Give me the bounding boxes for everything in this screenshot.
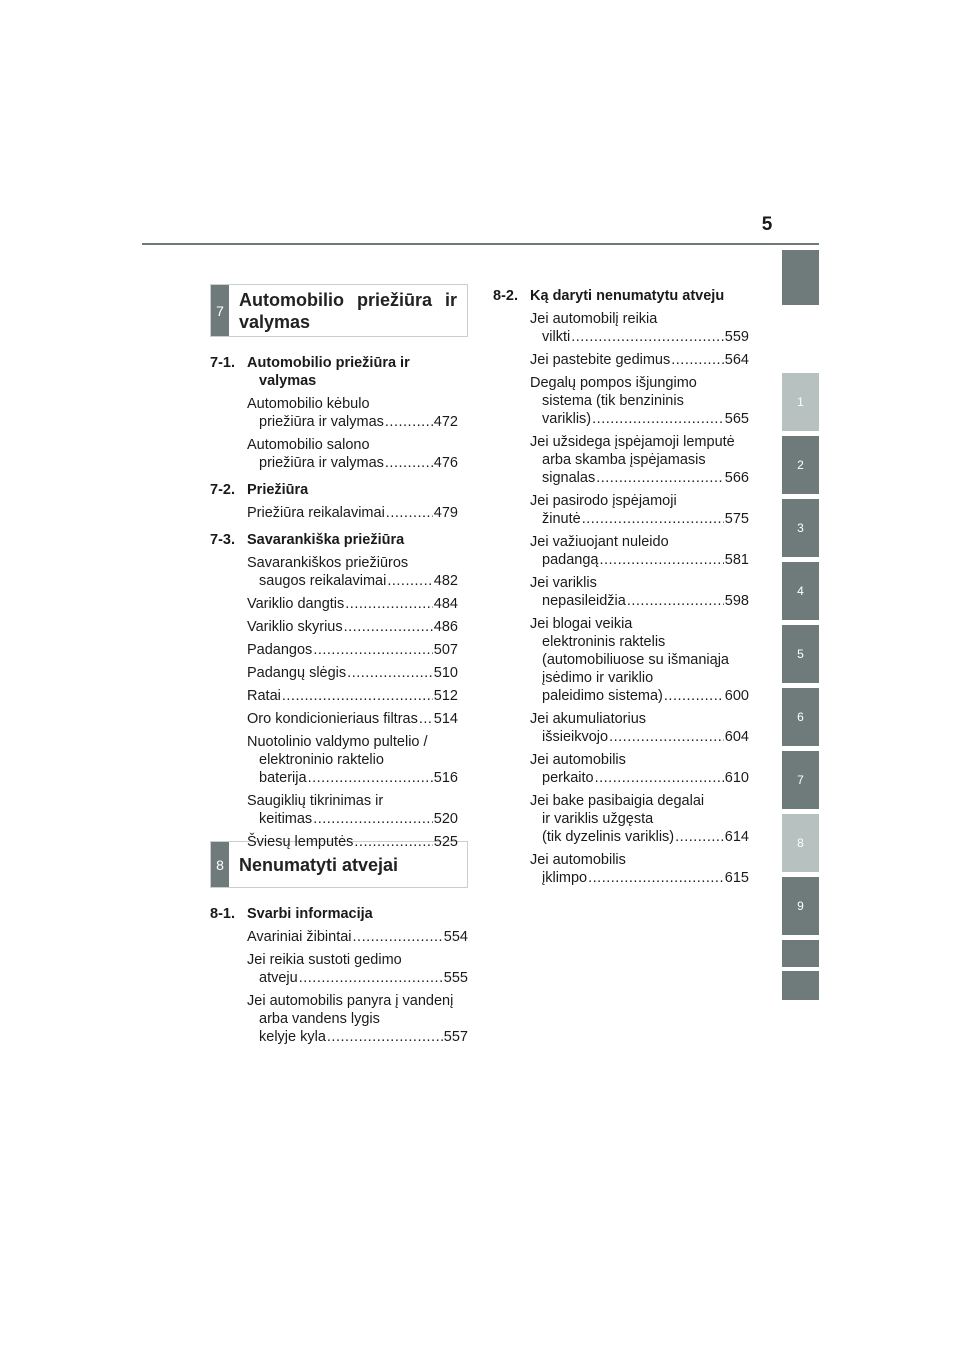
toc-entry-last-line	[247, 710, 458, 728]
toc-page-number[interactable]: 575	[724, 511, 749, 527]
toc-entry-text: nepasileidžia	[542, 593, 626, 609]
toc-entry[interactable]	[247, 395, 458, 431]
leader-dots	[664, 687, 724, 705]
toc-entry[interactable]	[530, 710, 749, 746]
toc-entry-last-line	[247, 833, 458, 851]
toc-group	[210, 481, 458, 522]
toc-entry-text: kelyje kyla	[259, 1029, 326, 1045]
toc-entry-line: Jei pasirodo įspėjamoji	[530, 493, 677, 509]
toc-entry[interactable]	[247, 436, 458, 472]
toc-entry[interactable]	[247, 833, 458, 851]
toc-entry[interactable]	[530, 351, 749, 369]
toc-entry[interactable]	[247, 595, 458, 613]
toc-group	[210, 354, 458, 472]
toc-entry-line: Jei užsidega įspėjamoji lemputė	[530, 434, 735, 450]
toc-entry-line: Automobilio salono	[247, 437, 370, 453]
toc-entry-text: signalas	[542, 470, 596, 486]
leader-dots	[385, 413, 433, 431]
toc-group-number: 8-1.	[210, 906, 235, 922]
toc-entry-line: sistema (tik benzininis	[542, 393, 684, 409]
toc-page-number[interactable]: 565	[724, 411, 749, 427]
toc-entry[interactable]	[530, 615, 749, 705]
toc-page-number[interactable]: 512	[433, 688, 458, 704]
leader-dots	[609, 728, 724, 746]
toc-entry[interactable]	[247, 792, 458, 828]
toc-page-number[interactable]: 516	[433, 770, 458, 786]
toc-entry-line: įsėdimo ir variklio	[542, 670, 654, 686]
toc-group-heading	[247, 481, 458, 499]
leader-dots	[347, 664, 433, 682]
toc-entry[interactable]	[247, 664, 458, 682]
leader-dots	[592, 410, 724, 428]
toc-group	[493, 287, 749, 887]
toc-entry-text: Padangos	[247, 642, 313, 658]
toc-page-number[interactable]: 598	[724, 593, 749, 609]
toc-entry-line: Jei važiuojant nuleido	[530, 534, 669, 550]
toc-entry[interactable]	[247, 618, 458, 636]
toc-page-number[interactable]: 557	[443, 1029, 468, 1045]
toc-entry-text: Oro kondicionieriaus filtras	[247, 711, 418, 727]
toc-entry-last-line	[530, 592, 749, 610]
toc-entry[interactable]	[247, 951, 468, 987]
toc-entry-text: Variklio dangtis	[247, 596, 345, 612]
toc-entry-line: Jei blogai veikia	[530, 616, 633, 632]
toc-group-heading-line: Priežiūra	[247, 482, 309, 498]
toc-entry[interactable]	[530, 851, 749, 887]
toc-group-heading	[247, 531, 458, 549]
toc-column-left	[210, 354, 458, 860]
toc-group-heading-line: Savarankiška priežiūra	[247, 532, 405, 548]
toc-column-right	[493, 287, 749, 896]
toc-page-number[interactable]: 604	[724, 729, 749, 745]
toc-entry-line: Jei akumuliatorius	[530, 711, 647, 727]
toc-entry-last-line	[530, 510, 749, 528]
toc-entry-last-line	[247, 664, 458, 682]
toc-entry-text: perkaito	[542, 770, 594, 786]
toc-entry-last-line	[247, 687, 458, 705]
leader-dots	[313, 641, 432, 659]
toc-entry-line: (automobiliuose su išmaniąja	[542, 652, 729, 668]
chapter-tab-2[interactable]: 2	[782, 436, 819, 494]
toc-page-number[interactable]: 486	[433, 619, 458, 635]
toc-entry-text: vilkti	[542, 329, 571, 345]
toc-entry-text: atveju	[259, 970, 298, 986]
chapter-tab-7[interactable]: 7	[782, 751, 819, 809]
toc-entry[interactable]	[247, 504, 458, 522]
toc-group-heading	[530, 287, 749, 305]
toc-entry-text: (tik dyzelinis variklis)	[542, 829, 675, 845]
leader-dots	[299, 969, 443, 987]
toc-entry-last-line	[530, 828, 749, 846]
toc-entry-last-line	[530, 687, 749, 705]
chapter-tab-extra-1[interactable]	[782, 940, 819, 967]
toc-entry-line: Jei bake pasibaigia degalai	[530, 793, 705, 809]
toc-group-number: 7-1.	[210, 355, 235, 371]
toc-entry-line: Jei reikia sustoti gedimo	[247, 952, 402, 968]
toc-page-number[interactable]: 566	[724, 470, 749, 486]
chapter-tab-6[interactable]: 6	[782, 688, 819, 746]
toc-entry-text: variklis)	[542, 411, 592, 427]
toc-entry-line: Jei variklis	[530, 575, 597, 591]
toc-entry-line: Nuotolinio valdymo pultelio /	[247, 734, 428, 750]
toc-entry-last-line	[247, 572, 458, 590]
leader-dots	[627, 592, 724, 610]
chapter-tab-5[interactable]: 5	[782, 625, 819, 683]
toc-entry-last-line	[247, 454, 458, 472]
leader-dots	[327, 1028, 443, 1046]
leader-dots	[588, 869, 724, 887]
toc-entry-line: Degalų pompos išjungimo	[530, 375, 697, 391]
toc-group-heading	[247, 905, 468, 923]
chapter-tab-1[interactable]: 1	[782, 373, 819, 431]
toc-entry-text: Šviesų lemputės	[247, 834, 354, 850]
toc-entry-line: elektroninis raktelis	[542, 634, 666, 650]
toc-group-heading-line: valymas	[259, 373, 317, 389]
section-header-7	[210, 284, 468, 337]
toc-entry-last-line	[247, 1028, 468, 1046]
toc-entry[interactable]	[247, 687, 458, 705]
section-number: 7	[211, 285, 229, 336]
toc-group-heading-line: Ką daryti nenumatytu atveju	[530, 288, 725, 304]
toc-entry-last-line	[530, 469, 749, 487]
toc-entry-text: įklimpo	[542, 870, 588, 886]
toc-entry-last-line	[247, 928, 468, 946]
toc-group-heading-line: Svarbi informacija	[247, 906, 373, 922]
leader-dots	[582, 510, 724, 528]
toc-page-number[interactable]: 564	[724, 352, 749, 368]
toc-group-number: 7-3.	[210, 532, 235, 548]
toc-entry-text: padangą	[542, 552, 599, 568]
chapter-tab-8[interactable]: 8	[782, 814, 819, 872]
toc-entry[interactable]	[247, 710, 458, 728]
toc-entry-line: Savarankiškos priežiūros	[247, 555, 409, 571]
toc-entry-line: Saugiklių tikrinimas ir	[247, 793, 384, 809]
header-rule	[142, 243, 819, 245]
leader-dots	[308, 769, 433, 787]
toc-group-title	[493, 287, 749, 305]
toc-page-number[interactable]: 484	[433, 596, 458, 612]
toc-group-heading-line: Automobilio priežiūra ir	[247, 355, 410, 371]
toc-entry[interactable]	[247, 554, 458, 590]
toc-entry-text: saugos reikalavimai	[259, 573, 387, 589]
leader-dots	[345, 595, 433, 613]
toc-entry[interactable]	[530, 433, 749, 487]
toc-group-heading	[247, 354, 458, 390]
leader-dots	[675, 828, 724, 846]
leader-dots	[282, 687, 433, 705]
toc-group-number: 7-2.	[210, 482, 235, 498]
toc-page-number[interactable]: 555	[443, 970, 468, 986]
leader-dots	[385, 454, 433, 472]
chapter-tab-9[interactable]: 9	[782, 877, 819, 935]
toc-page-number[interactable]: 610	[724, 770, 749, 786]
toc-entry-text: išsieikvojo	[542, 729, 609, 745]
toc-entry-text: Avariniai žibintai	[247, 929, 352, 945]
toc-page-number[interactable]: 614	[724, 829, 749, 845]
toc-entry-last-line	[247, 504, 458, 522]
toc-entry[interactable]	[247, 733, 458, 787]
toc-entry-text: Ratai	[247, 688, 281, 704]
toc-entry-last-line	[530, 551, 749, 569]
toc-entry-last-line	[247, 810, 458, 828]
leader-dots	[354, 833, 432, 851]
section-number: 8	[211, 842, 229, 887]
toc-group-title	[210, 905, 468, 923]
toc-entry-line: elektroninio raktelio	[259, 752, 384, 768]
toc-entry-text: Padangų slėgis	[247, 665, 347, 681]
toc-group-title	[210, 354, 458, 390]
toc-entry[interactable]	[530, 751, 749, 787]
toc-group	[210, 905, 468, 1046]
leader-dots	[353, 928, 443, 946]
toc-entry[interactable]	[530, 492, 749, 528]
section-title: Nenumatyti atvejai	[239, 854, 399, 875]
toc-page-number[interactable]: 581	[724, 552, 749, 568]
toc-page-number[interactable]: 600	[724, 688, 749, 704]
leader-dots	[599, 551, 723, 569]
toc-entry-text: paleidimo sistema)	[542, 688, 663, 704]
toc-entry-last-line	[530, 410, 749, 428]
toc-entry-line: Jei automobilis	[530, 852, 626, 868]
toc-page-number[interactable]: 520	[433, 811, 458, 827]
toc-page-number[interactable]: 554	[443, 929, 468, 945]
toc-group	[210, 531, 458, 851]
toc-entry-line: Automobilio kėbulo	[247, 396, 370, 412]
toc-entry[interactable]	[530, 374, 749, 428]
toc-entry-last-line	[530, 728, 749, 746]
toc-entry-text: žinutė	[542, 511, 581, 527]
toc-entry-text: keitimas	[259, 811, 313, 827]
toc-page-number[interactable]: 525	[433, 834, 458, 850]
toc-entry-last-line	[530, 769, 749, 787]
toc-entry-text: Jei pastebite gedimus	[530, 352, 671, 368]
leader-dots	[595, 769, 724, 787]
toc-entry-last-line	[247, 641, 458, 659]
toc-entry-line: Jei automobilis	[530, 752, 626, 768]
toc-entry-last-line	[530, 351, 749, 369]
toc-entry-line: ir variklis užgęsta	[542, 811, 654, 827]
chapter-tab-4[interactable]: 4	[782, 562, 819, 620]
leader-dots	[671, 351, 724, 369]
leader-dots	[419, 710, 433, 728]
toc-page-number[interactable]: 615	[724, 870, 749, 886]
toc-entry-text: priežiūra ir valymas	[259, 455, 384, 471]
page-number: 5	[761, 214, 773, 235]
toc-entry-last-line	[247, 595, 458, 613]
toc-entry-last-line	[247, 769, 458, 787]
toc-entry-line: Jei automobilis panyra į vandenį	[247, 993, 454, 1009]
toc-page-number[interactable]: 479	[433, 505, 458, 521]
toc-entry-last-line	[247, 618, 458, 636]
chapter-tab-3[interactable]: 3	[782, 499, 819, 557]
toc-entry[interactable]	[247, 641, 458, 659]
toc-entry-line: arba skamba įspėjamasis	[542, 452, 706, 468]
leader-dots	[313, 810, 433, 828]
toc-entry[interactable]	[530, 574, 749, 610]
toc-entry-line: arba vandens lygis	[259, 1011, 380, 1027]
section-title: Automobilio priežiūra ir valymas	[239, 290, 457, 332]
toc-entry-last-line	[247, 413, 458, 431]
toc-entry-line: Jei automobilį reikia	[530, 311, 658, 327]
toc-group-title	[210, 531, 458, 549]
toc-entry-text: Priežiūra reikalavimai	[247, 505, 385, 521]
toc-entry[interactable]	[247, 928, 468, 946]
toc-page-number[interactable]: 507	[433, 642, 458, 658]
toc-entry[interactable]	[247, 992, 468, 1046]
toc-page-number[interactable]: 559	[724, 329, 749, 345]
toc-entry-text: Variklio skyrius	[247, 619, 343, 635]
toc-page-number[interactable]: 510	[433, 665, 458, 681]
leader-dots	[596, 469, 724, 487]
toc-entry-last-line	[530, 328, 749, 346]
leader-dots	[571, 328, 724, 346]
toc-entry-text: priežiūra ir valymas	[259, 414, 384, 430]
toc-entry[interactable]	[530, 792, 749, 846]
toc-entry[interactable]	[530, 310, 749, 346]
toc-group-title	[210, 481, 458, 499]
toc-entry-text: baterija	[259, 770, 307, 786]
chapter-tab-extra-2[interactable]	[782, 971, 819, 1000]
toc-column-left-bottom	[210, 905, 468, 1055]
leader-dots	[387, 572, 432, 590]
leader-dots	[386, 504, 433, 522]
toc-entry-last-line	[530, 869, 749, 887]
toc-page-number[interactable]: 514	[433, 711, 458, 727]
chapter-tab-blank[interactable]	[782, 250, 819, 305]
toc-page-number[interactable]: 482	[433, 573, 458, 589]
toc-page-number[interactable]: 476	[433, 455, 458, 471]
toc-entry-last-line	[247, 969, 468, 987]
leader-dots	[344, 618, 433, 636]
toc-entry[interactable]	[530, 533, 749, 569]
toc-group-number: 8-2.	[493, 288, 518, 304]
toc-page-number[interactable]: 472	[433, 414, 458, 430]
